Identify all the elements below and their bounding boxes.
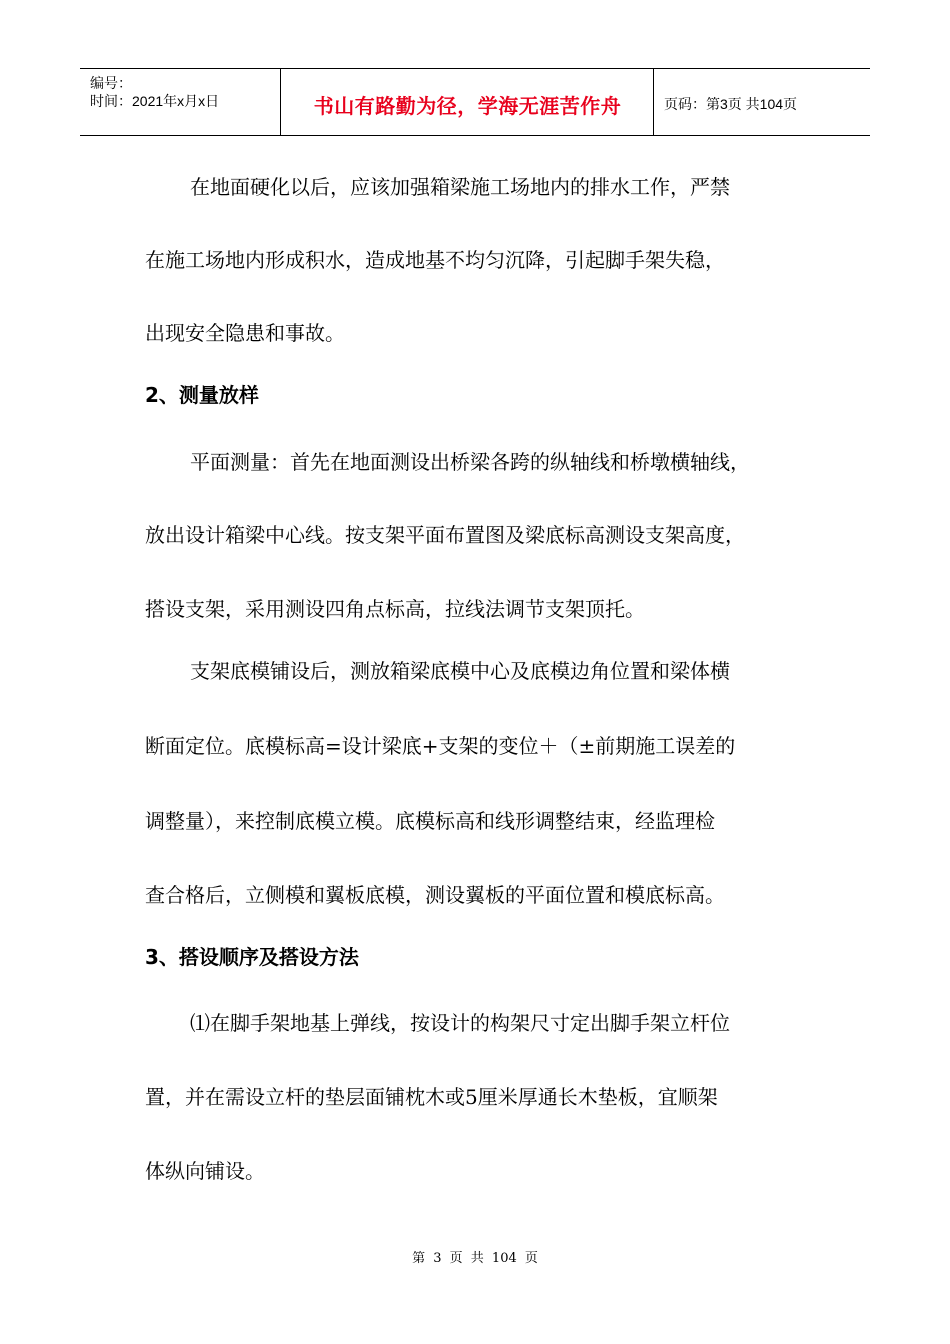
paragraph-line: 体纵向铺设。 [145,1159,265,1183]
header-meta-cell [80,69,281,135]
paragraph-line: ⑴在脚手架地基上弹线，按设计的构架尺寸定出脚手架立杆位 [190,1011,730,1035]
paragraph-line: 放出设计箱梁中心线。按支架平面布置图及梁底标高测设支架高度， [145,523,745,547]
paragraph-line: 在施工场地内形成积水，造成地基不均匀沉降，引起脚手架失稳， [145,248,725,272]
header-page-info: 页码：第3页 共104页 [664,96,798,112]
paragraph-line: 调整量），来控制底模立模。底模标高和线形调整结束，经监理检 [145,809,715,833]
paragraph-line: 搭设支架，采用测设四角点标高，拉线法调节支架顶托。 [145,597,645,621]
paragraph-line: 查合格后，立侧模和翼板底模，测设翼板的平面位置和模底标高。 [145,883,725,907]
page-header [80,68,870,136]
paragraph-line: 平面测量：首先在地面测设出桥梁各跨的纵轴线和桥墩横轴线， [190,450,750,474]
paragraph-line: 置，并在需设立杆的垫层面铺枕木或5厘米厚通长木垫板，宜顺架 [145,1085,718,1109]
header-page-cell [654,69,870,135]
header-motto: 书山有路勤为径，学海无涯苦作舟 [313,94,622,118]
paragraph-line: 出现安全隐患和事故。 [145,321,345,345]
paragraph-line: 断面定位。底模标高=设计梁底+支架的变位＋（±前期施工误差的 [145,734,736,758]
section-heading: 2、测量放样 [145,383,259,407]
section-heading: 3、搭设顺序及搭设方法 [145,945,359,969]
document-date: 时间：2021年x月x日 [90,93,220,109]
page-footer: 第 3 页 共 104 页 [412,1251,538,1266]
paragraph-line: 支架底模铺设后，测放箱梁底模中心及底模边角位置和梁体横 [190,659,730,683]
document-number-label: 编号： [90,75,132,91]
header-motto-cell [281,69,654,135]
paragraph-line: 在地面硬化以后，应该加强箱梁施工场地内的排水工作，严禁 [190,175,730,199]
